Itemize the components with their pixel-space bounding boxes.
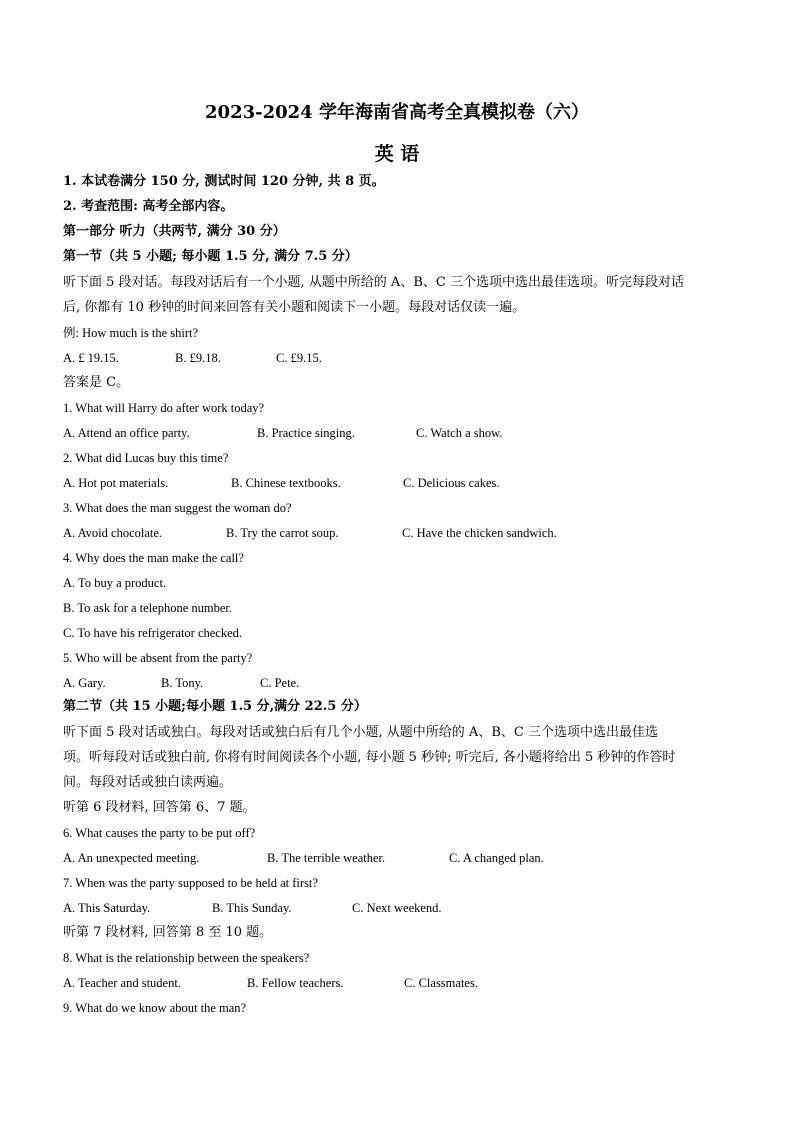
question-7: 7. When was the party supposed to be held at first? <box>63 876 318 890</box>
exam-title: 2023-2024 学年海南省高考全真模拟卷（六） <box>205 102 589 123</box>
section2-instruction-line3: 间。每段对话或独白读两遍。 <box>63 775 233 790</box>
material-6-label: 听第 6 段材料, 回答第 6、7 题。 <box>63 800 256 815</box>
question-8: 8. What is the relationship between the speakers? <box>63 951 310 965</box>
section2-instruction-line1: 听下面 5 段对话或独白。每段对话或独白后有几个小题, 从题中所给的 A、B、C 三个选项中选出最佳选 <box>63 725 658 740</box>
section2-heading: 第二节（共 15 小题;每小题 1.5 分,满分 22.5 分） <box>63 699 367 714</box>
q1-option-a: A. Attend an office party. <box>63 426 190 440</box>
section1-instruction-line2: 后, 你都有 10 秒钟的时间来回答有关小题和阅读下一小题。每段对话仅读一遍。 <box>63 300 526 315</box>
q7-option-a: A. This Saturday. <box>63 901 151 915</box>
q6-option-b: B. The terrible weather. <box>267 851 386 865</box>
note-1: 1. 本试卷满分 150 分, 测试时间 120 分钟, 共 8 页。 <box>63 174 385 189</box>
question-3: 3. What does the man suggest the woman do? <box>63 501 292 515</box>
example-question: 例: How much is the shirt? <box>63 326 199 340</box>
q4-option-c: C. To have his refrigerator checked. <box>63 626 243 640</box>
q6-option-a: A. An unexpected meeting. <box>63 851 200 865</box>
part1-heading: 第一部分 听力（共两节, 满分 30 分） <box>63 224 286 239</box>
q8-option-a: A. Teacher and student. <box>63 976 181 990</box>
question-2: 2. What did Lucas buy this time? <box>63 451 229 465</box>
question-4: 4. Why does the man make the call? <box>63 551 244 565</box>
example-option-b: B. £9.18. <box>175 351 221 365</box>
q3-option-a: A. Avoid chocolate. <box>63 526 163 540</box>
q8-option-b: B. Fellow teachers. <box>247 976 344 990</box>
q5-option-c: C. Pete. <box>260 676 300 690</box>
q5-option-b: B. Tony. <box>161 676 204 690</box>
q2-option-b: B. Chinese textbooks. <box>231 476 341 490</box>
q1-option-c: C. Watch a show. <box>416 426 503 440</box>
question-9: 9. What do we know about the man? <box>63 1001 247 1015</box>
q8-option-c: C. Classmates. <box>404 976 478 990</box>
q7-option-c: C. Next weekend. <box>352 901 442 915</box>
q1-option-b: B. Practice singing. <box>257 426 355 440</box>
subject-title: 英 语 <box>374 143 420 165</box>
material-7-label: 听第 7 段材料, 回答第 8 至 10 题。 <box>63 925 273 940</box>
q4-option-a: A. To buy a product. <box>63 576 167 590</box>
q5-option-a: A. Gary. <box>63 676 106 690</box>
example-answer: 答案是 C。 <box>63 375 130 390</box>
q2-option-a: A. Hot pot materials. <box>63 476 169 490</box>
section2-instruction-line2: 项。听每段对话或独白前, 你将有时间阅读各个小题, 每小题 5 秒钟; 听完后, 各小题将给出 5 秒钟的作答时 <box>63 750 676 765</box>
section1-heading: 第一节（共 5 小题; 每小题 1.5 分, 满分 7.5 分） <box>63 249 358 264</box>
example-option-c: C. £9.15. <box>276 351 322 365</box>
q3-option-c: C. Have the chicken sandwich. <box>402 526 557 540</box>
q7-option-b: B. This Sunday. <box>212 901 292 915</box>
q4-option-b: B. To ask for a telephone number. <box>63 601 232 615</box>
example-option-a: A. £ 19.15. <box>63 351 119 365</box>
question-5: 5. Who will be absent from the party? <box>63 651 253 665</box>
note-2: 2. 考查范围: 高考全部内容。 <box>63 199 234 214</box>
q6-option-c: C. A changed plan. <box>449 851 544 865</box>
q2-option-c: C. Delicious cakes. <box>403 476 500 490</box>
section1-instruction-line1: 听下面 5 段对话。每段对话后有一个小题, 从题中所给的 A、B、C 三个选项中选出最佳选项。听完每段对话 <box>63 275 684 290</box>
q3-option-b: B. Try the carrot soup. <box>226 526 339 540</box>
question-1: 1. What will Harry do after work today? <box>63 401 265 415</box>
question-6: 6. What causes the party to be put off? <box>63 826 256 840</box>
